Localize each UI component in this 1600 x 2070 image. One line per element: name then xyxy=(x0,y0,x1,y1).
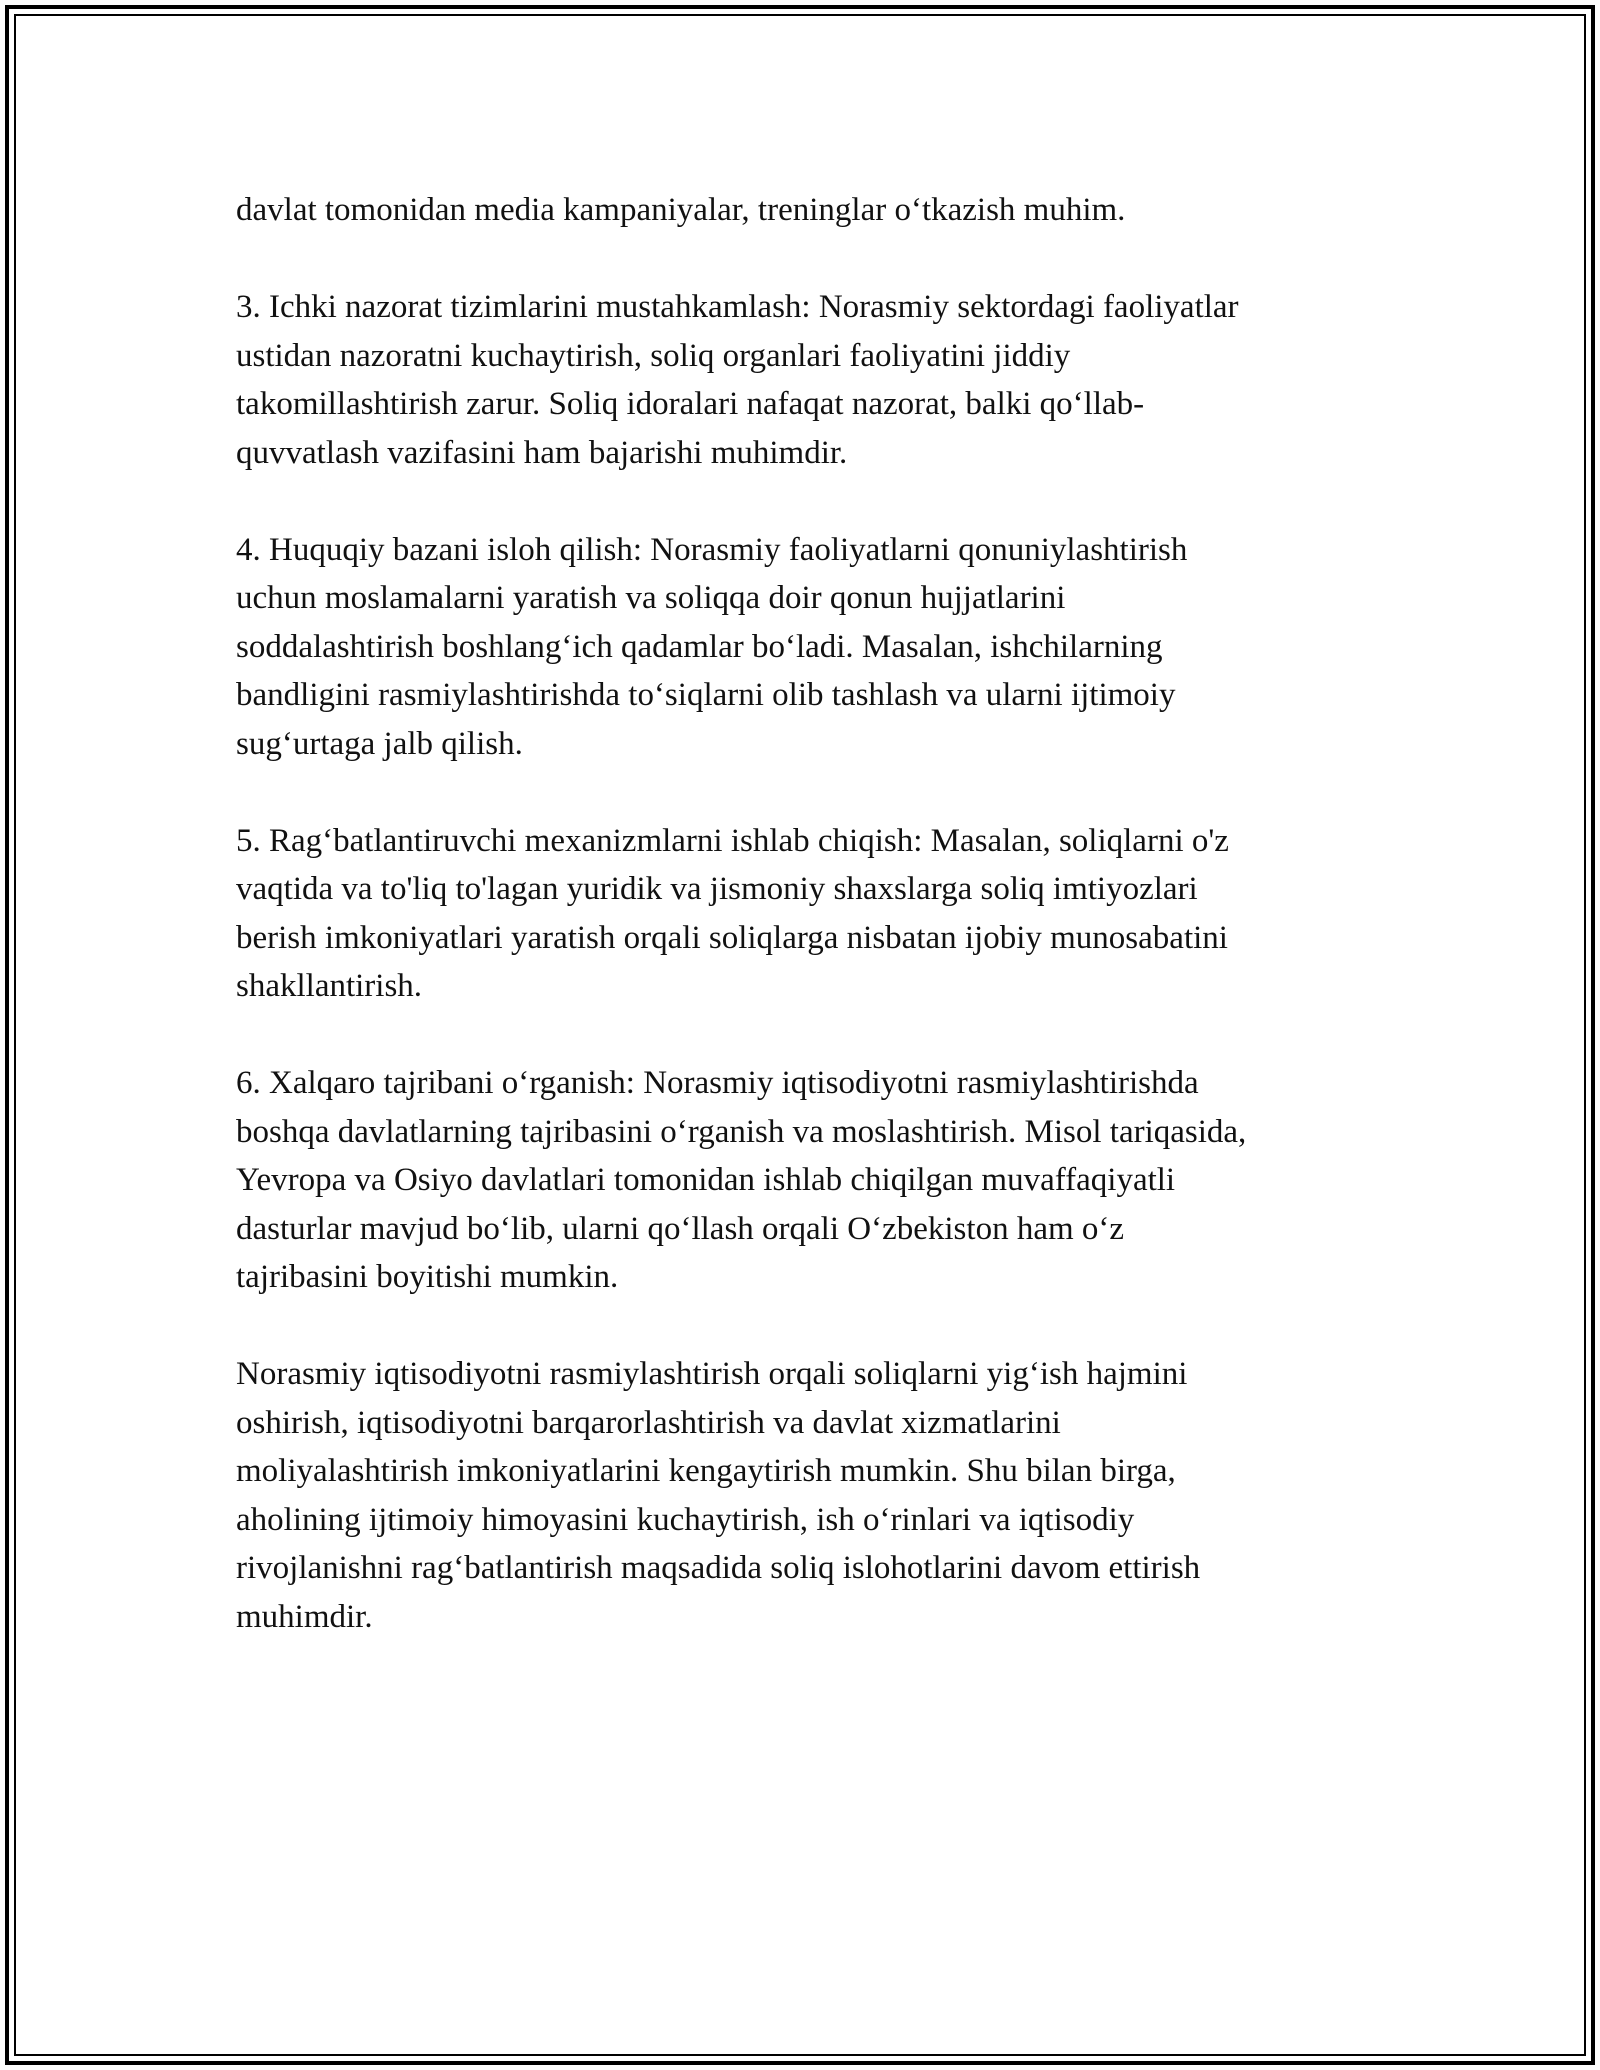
paragraph-item-4: 4. Huquqiy bazani isloh qilish: Norasmiy faoliyatlarni qonuniylashtirish uchun moslamalarni yaratish va soliqqa doir qonun hujjatlarini soddalashtirish boshlang‘ich qadamlar bo‘ladi. Masalan, ishchilarning bandligini rasmiylashtirishda to‘siqlarni olib tashlash va ularni ijtimoiy sug‘urtaga jalb qilish. xyxy=(236,531,1188,762)
paragraph-item-5: 5. Rag‘batlantiruvchi mexanizmlarni ishlab chiqish: Masalan, soliqlarni o'z vaqtida va to'liq to'lagan yuridik va jismoniy shaxslarga soliq imtiyozlari berish imkoniyatlari yaratish orqali soliqlarga nisbatan ijobiy munosabatini shakllantirish. xyxy=(236,822,1229,1004)
paragraph-item-6: 6. Xalqaro tajribani o‘rganish: Norasmiy iqtisodiyotni rasmiylashtirishda boshqa davlatlarning tajribasini o‘rganish va moslashtirish. Misol tariqasida, Yevropa va Osiyo davlatlari tomonidan ishlab chiqilgan muvaffaqiyatli dasturlar mavjud bo‘lib, ularni qo‘llash orqali O‘zbekiston ham o‘z tajribasini boyitishi mumkin. xyxy=(236,1065,1247,1295)
paragraph-intro-continuation: davlat tomonidan media kampaniyalar, treninglar o‘tkazish muhim. xyxy=(236,192,1126,228)
paragraph-conclusion: Norasmiy iqtisodiyotni rasmiylashtirish orqali soliqlarni yig‘ish hajmini oshirish, iqtisodiyotni barqarorlashtirish va davlat xizmatlarini moliyalashtirish imkoniyatlarini kengaytirish mumkin. Shu bilan birga, aholining ijtimoiy himoyasini kuchaytirish, ish o‘rinlari va iqtisodiy rivojlanishni rag‘batlantirish maqsadida soliq islohotlarini davom ettirish muhimdir. xyxy=(236,1356,1201,1635)
document-body xyxy=(236,186,1366,1690)
paragraph-item-3: 3. Ichki nazorat tizimlarini mustahkamlash: Norasmiy sektordagi faoliyatlar ustidan nazoratni kuchaytirish, soliq organlari faoliyatini jiddiy takomillashtirish zarur. Soliq idoralari nafaqat nazorat, balki qo‘llab- quvvatlash vazifasini ham bajarishi muhimdir. xyxy=(236,289,1239,471)
